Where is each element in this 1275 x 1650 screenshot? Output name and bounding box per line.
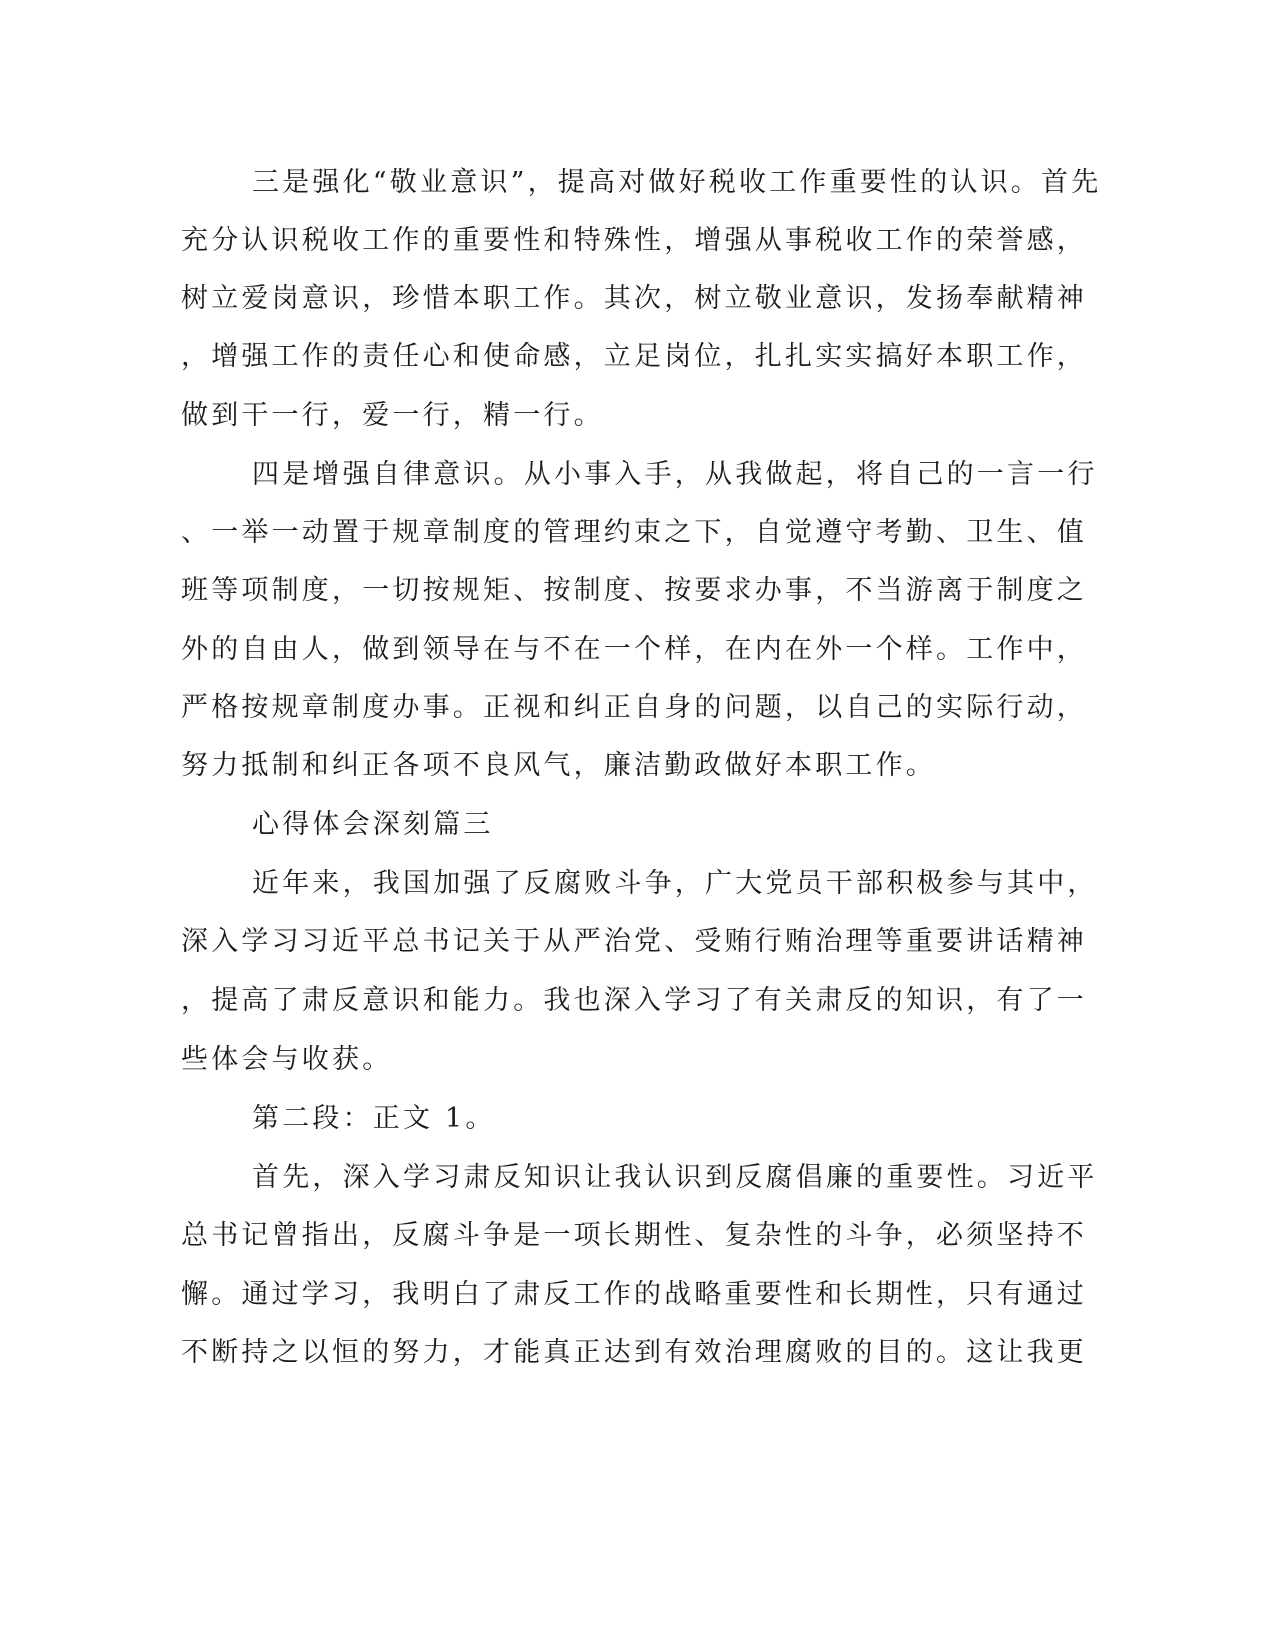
text-line-15: ，提高了肃反意识和能力。我也深入学习了有关肃反的知识，有了一: [181, 985, 1087, 1016]
text-line-14: 深入学习习近平总书记关于从严治党、受贿行贿治理等重要讲话精神: [181, 926, 1087, 957]
text-line-20: 懈。通过学习，我明白了肃反工作的战略重要性和长期性，只有通过: [181, 1279, 1087, 1310]
text-line-19: 总书记曾指出，反腐斗争是一项长期性、复杂性的斗争，必须坚持不: [181, 1220, 1087, 1251]
subsection-heading: 第二段：正文 1。: [252, 1103, 496, 1134]
text-line-8: 班等项制度，一切按规矩、按制度、按要求办事，不当游离于制度之: [181, 575, 1087, 606]
text-line-4: ，增强工作的责任心和使命感，立足岗位，扎扎实实搞好本职工作，: [181, 341, 1087, 372]
text-line-9: 外的自由人，做到领导在与不在一个样，在内在外一个样。工作中，: [181, 634, 1087, 665]
text-line-10: 严格按规章制度办事。正视和纠正自身的问题，以自己的实际行动，: [181, 692, 1087, 723]
text-line-7: 、一举一动置于规章制度的管理约束之下，自觉遵守考勤、卫生、值: [181, 517, 1087, 548]
text-line-6: 四是增强自律意识。从小事入手，从我做起，将自己的一言一行: [252, 459, 1098, 490]
text-line-11: 努力抵制和纠正各项不良风气，廉洁勤政做好本职工作。: [181, 750, 936, 781]
text-line-18: 首先，深入学习肃反知识让我认识到反腐倡廉的重要性。习近平: [252, 1162, 1098, 1193]
text-line-2: 充分认识税收工作的重要性和特殊性，增强从事税收工作的荣誉感，: [181, 225, 1087, 256]
text-line-16: 些体会与收获。: [181, 1044, 393, 1075]
text-line-1: 三是强化“敬业意识”，提高对做好税收工作重要性的认识。首先: [252, 167, 1102, 198]
text-line-3: 树立爱岗意识，珍惜本职工作。其次，树立敬业意识，发扬奉献精神: [181, 283, 1087, 314]
section-heading: 心得体会深刻篇三: [252, 809, 494, 840]
text-line-21: 不断持之以恒的努力，才能真正达到有效治理腐败的目的。这让我更: [181, 1337, 1087, 1368]
text-line-5: 做到干一行，爱一行，精一行。: [181, 400, 604, 431]
text-line-13: 近年来，我国加强了反腐败斗争，广大党员干部积极参与其中，: [252, 868, 1098, 899]
